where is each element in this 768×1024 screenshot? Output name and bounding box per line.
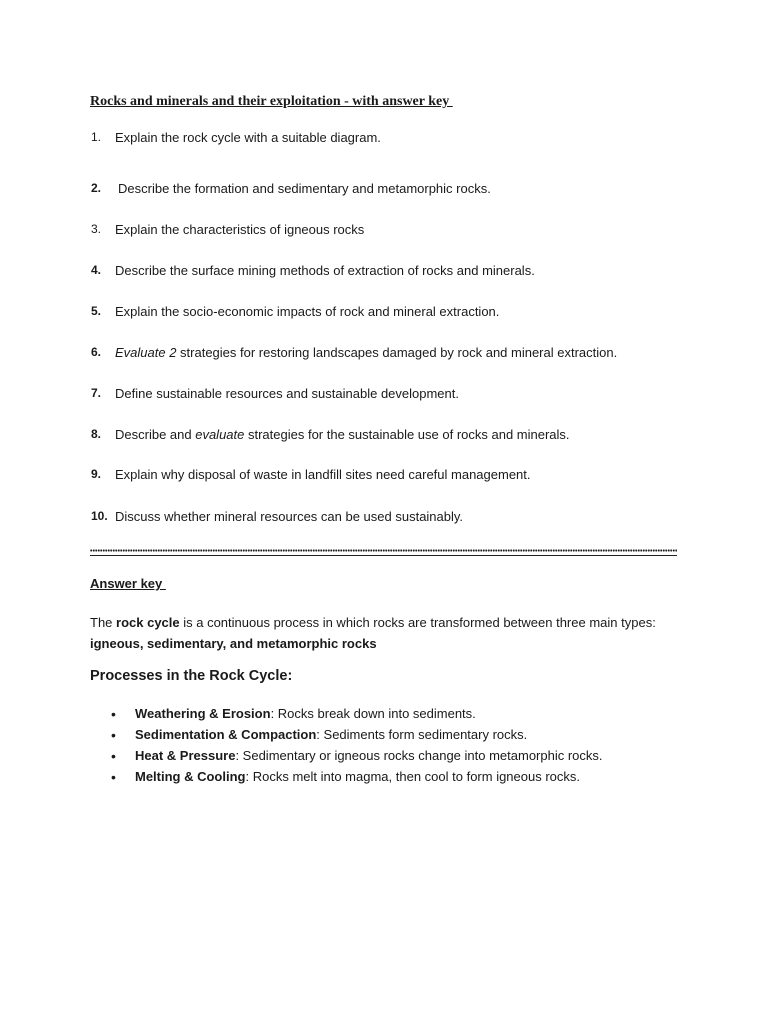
question-text: Define sustainable resources and sustainable development. [115, 386, 459, 401]
question-number: 4. [91, 263, 102, 277]
process-term: Weathering & Erosion [135, 706, 271, 721]
question-text: Explain the socio-economic impacts of rock and mineral extraction. [115, 304, 500, 319]
section-title: Processes in the Rock Cycle: [90, 668, 293, 684]
process-term: Melting & Cooling [135, 769, 246, 784]
question-number: 6. [91, 345, 102, 359]
question-text-rest: strategies for the sustainable use of rocks and minerals. [244, 427, 570, 442]
question-text-rest: strategies for restoring landscapes damaged by rock and mineral extraction. [176, 345, 618, 360]
question-emphasis: Evaluate 2 [115, 345, 177, 360]
question-text: Describe the surface mining methods of extraction of rocks and minerals. [115, 263, 535, 278]
question-number: 8. [91, 427, 102, 441]
intro-bold-term: rock cycle [116, 615, 180, 630]
process-description: : Rocks melt into magma, then cool to form igneous rocks. [245, 769, 581, 784]
process-description: : Sedimentary or igneous rocks change into metamorphic rocks. [235, 748, 603, 763]
rock-cycle-intro [90, 612, 690, 654]
question-emphasis: evaluate [195, 427, 245, 442]
bullet-icon: • [111, 727, 116, 743]
question-text: Explain the rock cycle with a suitable diagram. [115, 130, 381, 145]
bullet-icon: • [111, 706, 116, 722]
bullet-icon: • [111, 748, 116, 764]
intro-text-rest: is a continuous process in which rocks are transformed between three main types: [179, 615, 656, 630]
question-text: Discuss whether mineral resources can be used sustainably. [115, 509, 464, 524]
intro-rock-types: igneous, sedimentary, and metamorphic rocks [90, 636, 377, 651]
document-title: Rocks and minerals and their exploitation - with answer key [90, 94, 453, 109]
question-text [115, 427, 570, 442]
bullet-icon: • [111, 769, 116, 785]
question-text: Explain the characteristics of igneous rocks [115, 222, 365, 237]
question-number: 7. [91, 386, 102, 400]
question-text: Explain why disposal of waste in landfill sites need careful management. [115, 467, 531, 482]
process-description: : Sediments form sedimentary rocks. [316, 727, 528, 742]
question-number: 2. [91, 181, 102, 195]
question-number: 1. [91, 130, 102, 144]
answer-key-heading: Answer key [90, 576, 166, 591]
question-text-pre: Describe and [115, 427, 196, 442]
process-term: Sedimentation & Compaction [135, 727, 317, 742]
process-description: : Rocks break down into sediments. [270, 706, 476, 721]
question-number: 9. [91, 467, 102, 481]
question-number: 5. [91, 304, 102, 318]
question-text [115, 345, 617, 360]
process-term: Heat & Pressure [135, 748, 236, 763]
question-number: 3. [91, 222, 102, 236]
question-text: Describe the formation and sedimentary and metamorphic rocks. [118, 181, 491, 196]
dotted-divider [90, 549, 677, 556]
intro-text: The [90, 615, 117, 630]
question-number: 10. [91, 509, 108, 523]
